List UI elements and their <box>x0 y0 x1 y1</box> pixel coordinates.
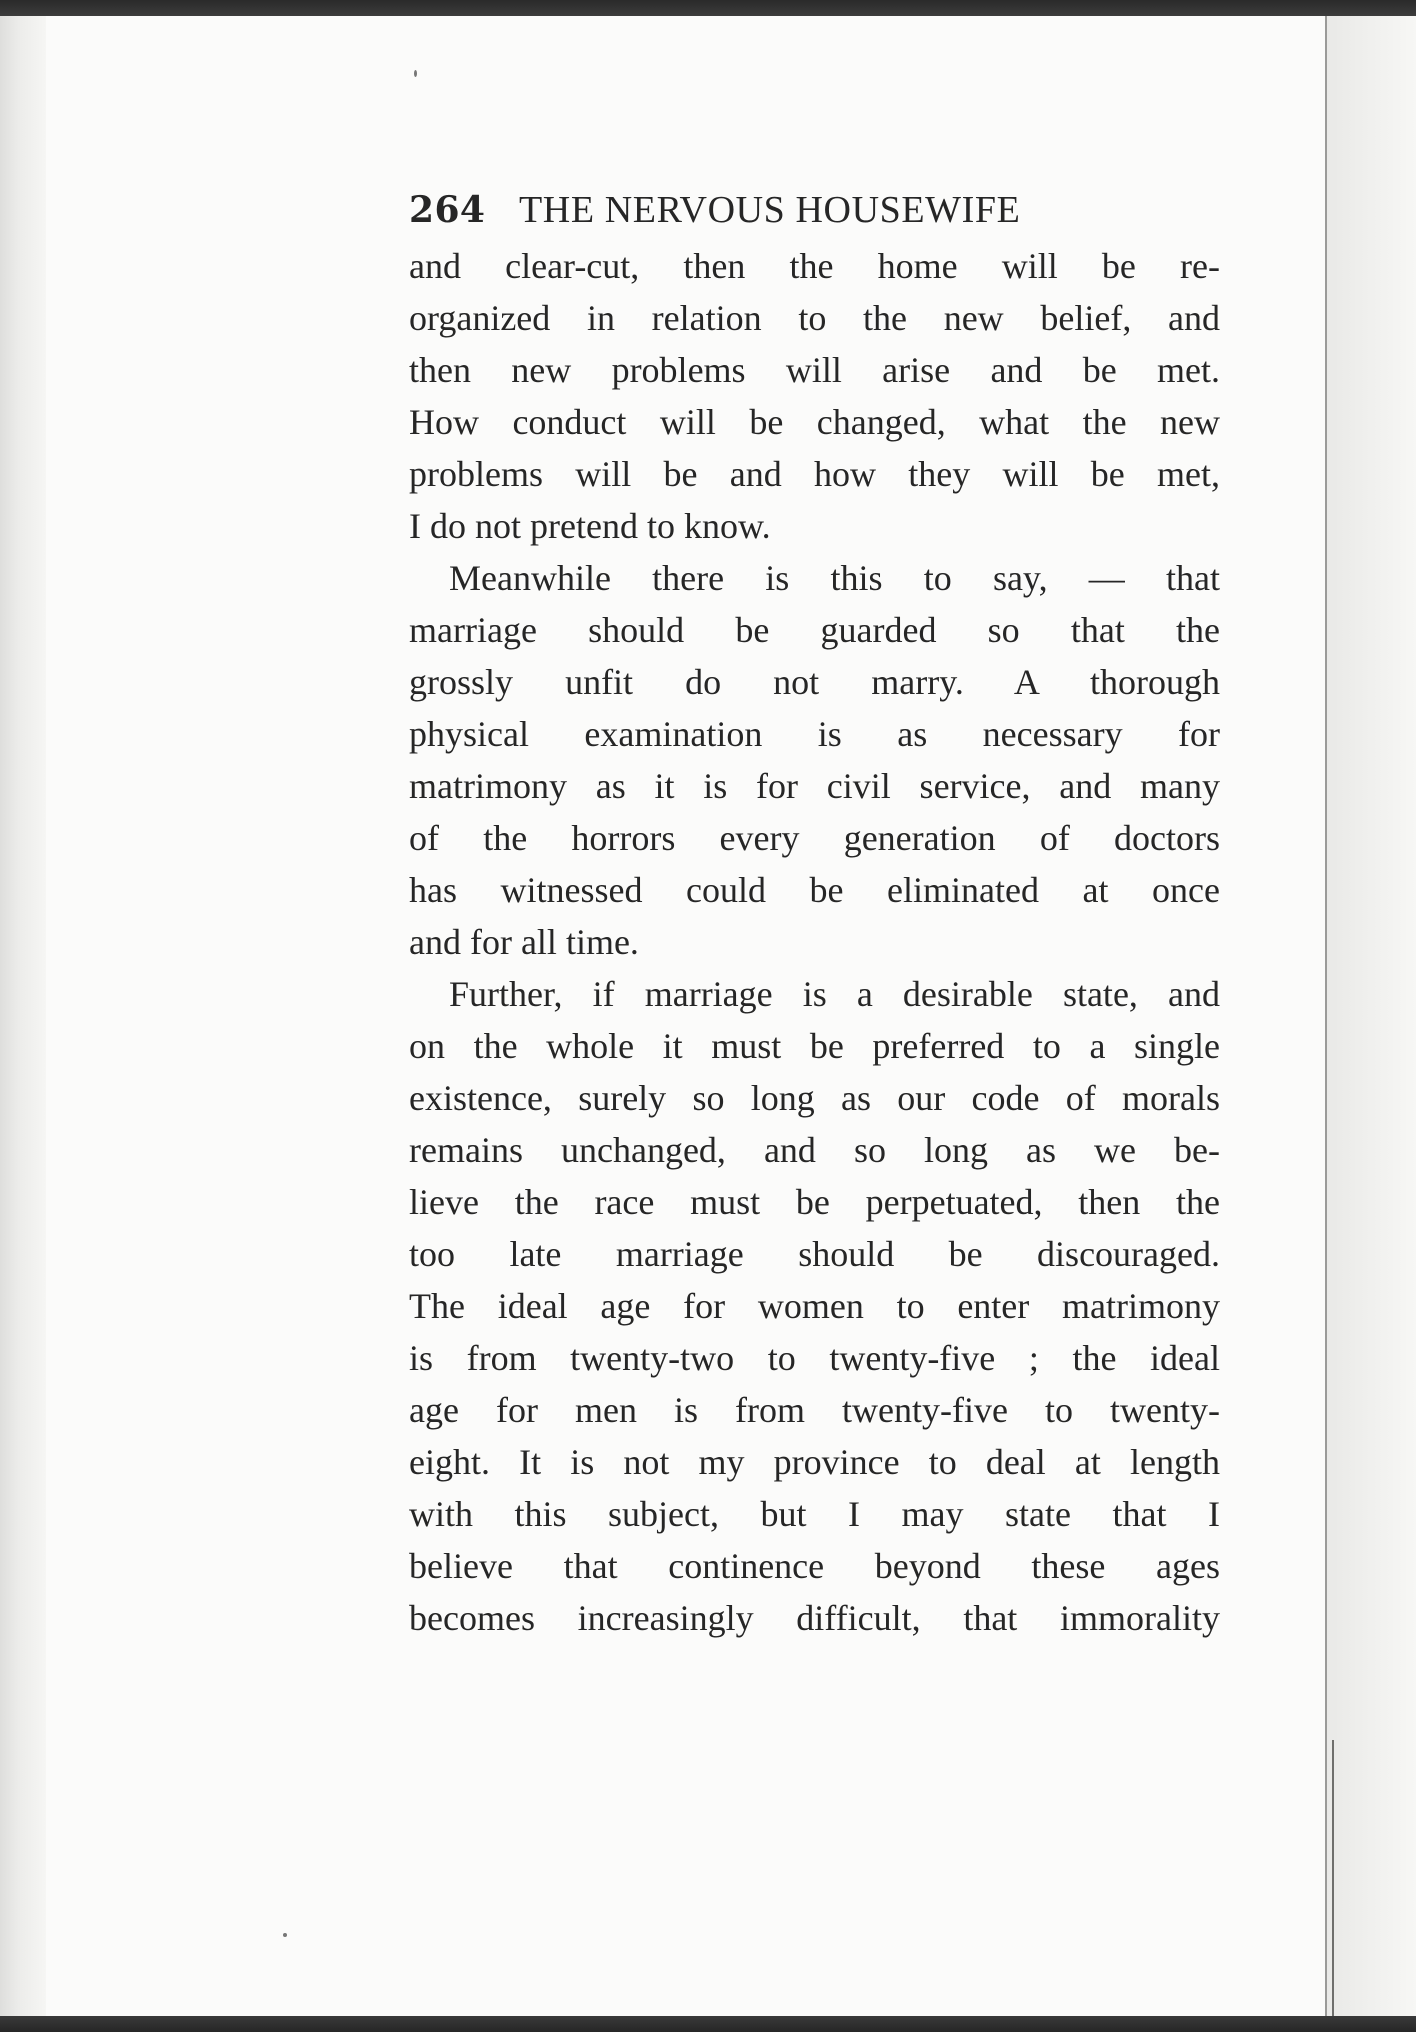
text-line: of the horrors every generation of doctors <box>409 818 1220 858</box>
text-line: and for all time. <box>409 922 639 962</box>
text-line: physical examination is as necessary for <box>409 714 1220 754</box>
scan-top-border <box>0 0 1416 16</box>
scan-speck <box>283 1933 287 1937</box>
paragraph <box>409 552 1220 968</box>
body-text <box>409 240 1220 1644</box>
text-line: Meanwhile there is this to say, — that <box>449 558 1220 598</box>
text-line: The ideal age for women to enter matrimony <box>409 1286 1220 1326</box>
book-title: THE NERVOUS HOUSEWIFE <box>519 189 1021 231</box>
paragraph <box>409 968 1220 1644</box>
text-line: believe that continence beyond these ages <box>409 1546 1220 1586</box>
text-line: matrimony as it is for civil service, and many <box>409 766 1220 806</box>
text-line: eight. It is not my province to deal at length <box>409 1442 1220 1482</box>
text-line: lieve the race must be perpetuated, then the <box>409 1182 1220 1222</box>
scan-left-margin <box>0 16 46 2016</box>
text-line: then new problems will arise and be met. <box>409 350 1220 390</box>
text-line: I do not pretend to know. <box>409 506 771 546</box>
text-line: grossly unfit do not marry. A thorough <box>409 662 1220 702</box>
text-line: problems will be and how they will be met, <box>409 454 1220 494</box>
text-line: becomes increasingly difficult, that immorality <box>409 1598 1220 1638</box>
adjacent-page-shadow <box>1332 1740 1334 2016</box>
text-line: with this subject, but I may state that I <box>409 1494 1220 1534</box>
page-number: 264 <box>409 189 486 231</box>
book-page <box>409 188 1220 1644</box>
text-line: too late marriage should be discouraged. <box>409 1234 1220 1274</box>
text-line: existence, surely so long as our code of morals <box>409 1078 1220 1118</box>
text-line: and clear-cut, then the home will be re- <box>409 246 1220 286</box>
text-line: on the whole it must be preferred to a single <box>409 1026 1220 1066</box>
text-line: is from twenty-two to twenty-five ; the ideal <box>409 1338 1220 1378</box>
text-line: marriage should be guarded so that the <box>409 610 1220 650</box>
scan-bottom-border <box>0 2016 1416 2032</box>
text-line: has witnessed could be eliminated at once <box>409 870 1220 910</box>
running-head <box>409 188 1220 240</box>
adjacent-page-edge <box>1327 16 1416 2016</box>
text-line: age for men is from twenty-five to twenty- <box>409 1390 1220 1430</box>
scan-speck <box>414 70 417 77</box>
paragraph <box>409 240 1220 552</box>
text-line: remains unchanged, and so long as we be- <box>409 1130 1220 1170</box>
text-line: organized in relation to the new belief, and <box>409 298 1220 338</box>
text-line: How conduct will be changed, what the new <box>409 402 1220 442</box>
text-line: Further, if marriage is a desirable state, and <box>449 974 1220 1014</box>
